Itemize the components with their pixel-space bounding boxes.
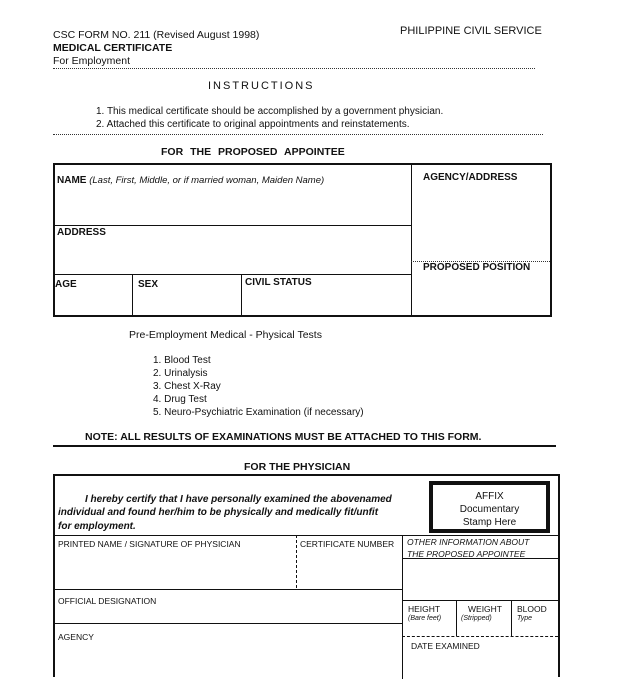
agency-address-field[interactable] (423, 172, 517, 183)
certification-line: for employment. (58, 521, 136, 532)
note-prefix: NOTE: (85, 431, 118, 443)
stamp-text: AFFIX (475, 491, 504, 502)
printed-name-label: PRINTED NAME / SIGNATURE OF PHYSICIAN (58, 539, 241, 549)
form-subtitle: For Employment (53, 55, 131, 67)
physician-column-divider (402, 535, 403, 679)
official-designation-label: OFFICIAL DESIGNATION (58, 596, 157, 606)
test-item: 5. Neuro-Psychiatric Examination (if necessary) (153, 407, 364, 418)
note-divider (53, 445, 556, 447)
row-divider (55, 225, 411, 226)
civil-status-label: CIVIL STATUS (245, 277, 312, 288)
sex-field[interactable] (138, 279, 158, 290)
weight-note: (Stripped) (461, 615, 492, 622)
agency-address-label: AGENCY/ADDRESS (423, 172, 518, 183)
age-label: AGE (55, 279, 77, 290)
other-info-heading (407, 536, 529, 560)
sex-civil-divider (241, 274, 242, 315)
official-designation-field[interactable] (58, 596, 156, 606)
name-label: NAME (57, 175, 87, 186)
age-sex-divider (132, 274, 133, 315)
stamp-text: Stamp Here (462, 517, 517, 528)
instructions-divider (53, 134, 543, 135)
blood-type-field[interactable] (517, 604, 547, 624)
address-field[interactable] (57, 227, 106, 238)
height-field[interactable] (408, 604, 441, 624)
address-label: ADDRESS (57, 227, 106, 238)
tests-list (153, 354, 364, 419)
name-field[interactable] (57, 175, 324, 186)
appointee-box (53, 163, 552, 317)
note-text: ALL RESULTS OF EXAMINATIONS MUST BE ATTACHED TO THIS FORM. (117, 431, 482, 443)
blood-label: BLOOD (517, 604, 547, 614)
proposed-position-field[interactable] (423, 262, 530, 273)
test-item: 1. Blood Test (153, 355, 211, 366)
proposed-position-label: PROPOSED POSITION (423, 262, 531, 273)
instruction-item: 1. This medical certificate should be accomplished by a government physician. (96, 106, 444, 117)
appointee-column-divider (411, 165, 412, 315)
age-field[interactable] (55, 279, 77, 290)
blood-note: Type (517, 615, 533, 622)
form-number: CSC FORM NO. 211 (Revised August 1998) (53, 29, 260, 41)
instruction-item: 2. Attached this certificate to original appointments and reinstatements. (96, 119, 410, 130)
row-divider (55, 623, 402, 624)
issuing-agency: PHILIPPINE CIVIL SERVICE (400, 25, 542, 37)
other-info-line: OTHER INFORMATION ABOUT (407, 537, 530, 547)
header-divider (53, 68, 535, 69)
instructions-heading: INSTRUCTIONS (208, 80, 315, 92)
certificate-number-divider (296, 535, 297, 588)
documentary-stamp-box (429, 481, 550, 533)
tests-heading: Pre-Employment Medical - Physical Tests (129, 329, 322, 341)
row-divider (402, 636, 558, 637)
date-examined-label: DATE EXAMINED (411, 641, 480, 651)
civil-status-field[interactable] (245, 277, 312, 288)
stamp-text: Documentary (459, 504, 520, 515)
appointee-heading: FOR THE PROPOSED APPOINTEE (161, 146, 345, 158)
certification-line: I hereby certify that I have personally examined the abovenamed (85, 494, 392, 505)
test-item: 2. Urinalysis (153, 368, 208, 379)
row-divider (55, 274, 411, 275)
name-hint: (Last, First, Middle, or if married woman, Maiden Name) (89, 175, 325, 186)
weight-field[interactable] (461, 604, 502, 624)
certificate-number-field[interactable] (300, 539, 394, 549)
certificate-number-label: CERTIFICATE NUMBER (300, 539, 395, 549)
attachment-note (85, 431, 481, 443)
form-title: MEDICAL CERTIFICATE (53, 42, 173, 54)
test-item: 3. Chest X-Ray (153, 381, 221, 392)
printed-name-field[interactable] (58, 539, 241, 549)
row-divider (55, 589, 402, 590)
weight-label: WEIGHT (468, 604, 502, 614)
certification-line: individual and found her/him to be physically and medically fit/unfit (58, 507, 379, 518)
height-weight-divider (456, 600, 457, 636)
physician-box (53, 474, 560, 677)
date-examined-field[interactable] (411, 641, 480, 651)
weight-blood-divider (511, 600, 512, 636)
row-divider (402, 600, 558, 601)
test-item: 4. Drug Test (153, 394, 207, 405)
sex-label: SEX (138, 279, 159, 290)
row-divider (402, 558, 558, 559)
height-label: HEIGHT (408, 604, 441, 614)
physician-agency-label: AGENCY (58, 632, 94, 642)
physician-heading: FOR THE PHYSICIAN (244, 461, 351, 473)
other-info-line: THE PROPOSED APPOINTEE (407, 549, 526, 559)
height-note: (Bare feet) (408, 615, 442, 622)
physician-agency-field[interactable] (58, 632, 94, 642)
